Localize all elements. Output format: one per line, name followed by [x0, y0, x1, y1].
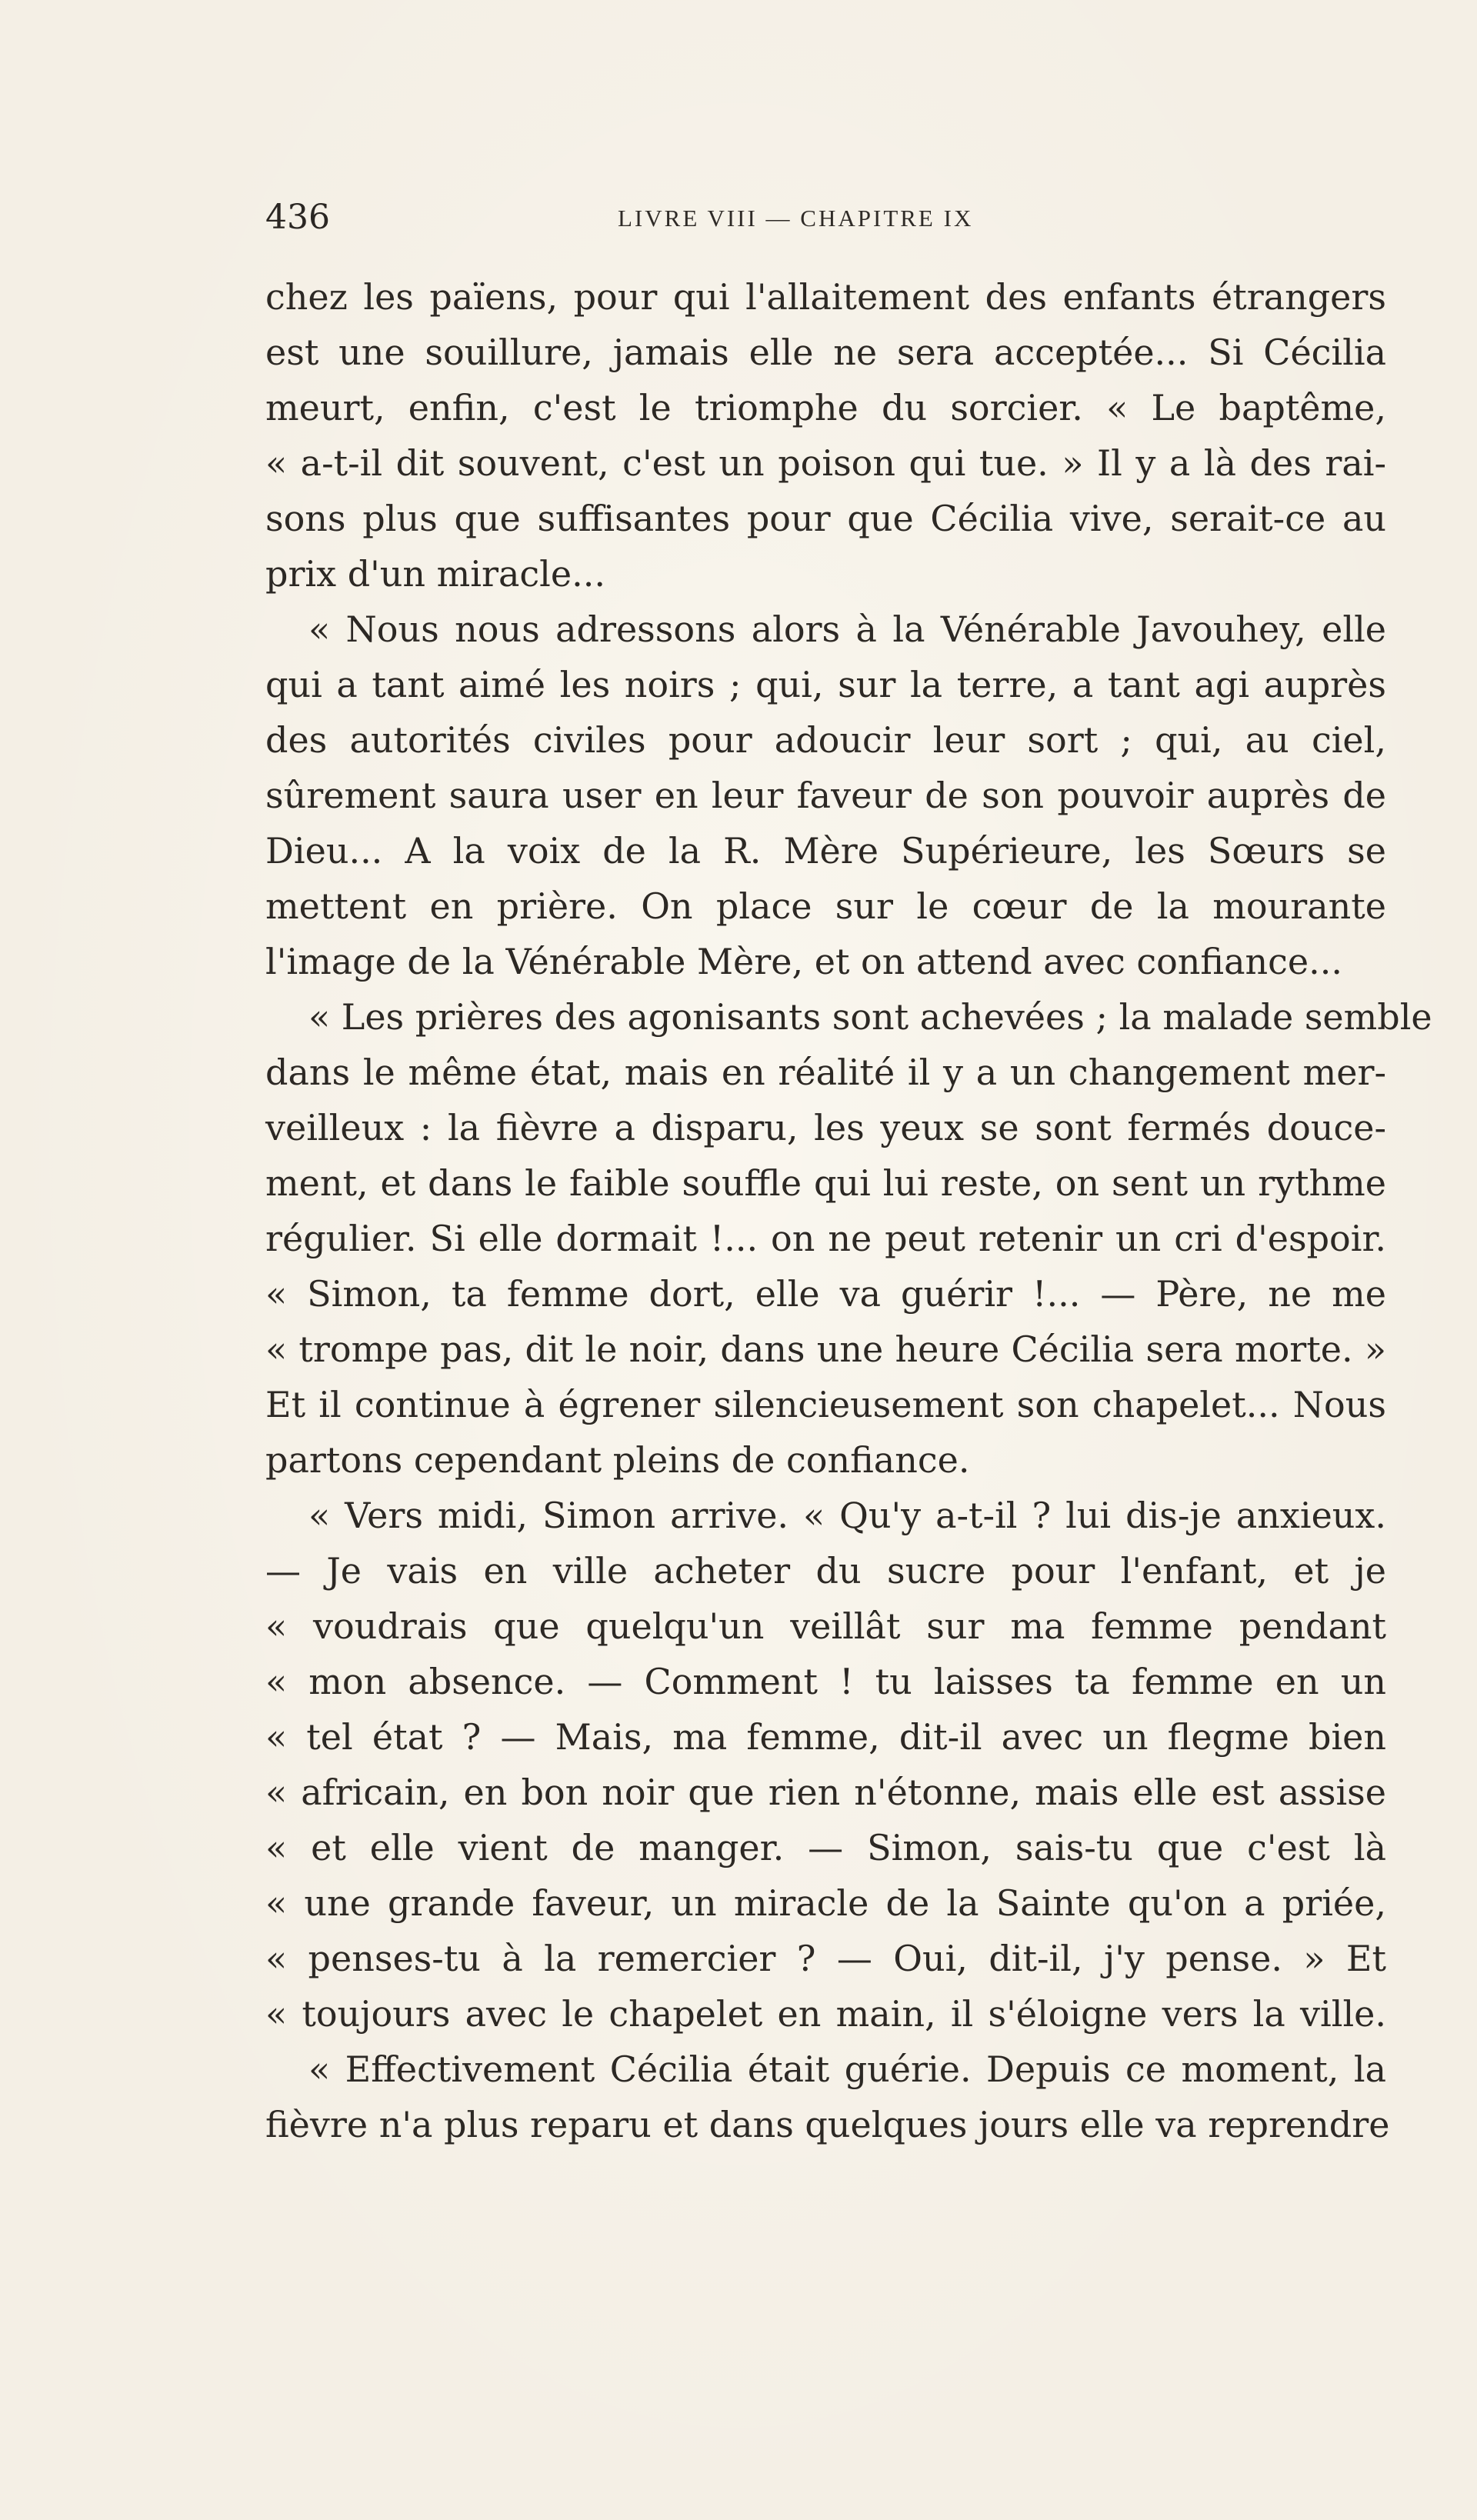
text-line: sûrement saura user en leur faveur de son pouvoir auprès de	[265, 775, 1386, 816]
text-line: l'image de la Vénérable Mère, et on attend avec confiance...	[265, 941, 1342, 982]
text-line: — Je vais en ville acheter du sucre pour l'enfant, et je	[265, 1550, 1386, 1592]
text-line: Dieu... A la voix de la R. Mère Supérieure, les Sœurs se	[265, 830, 1386, 872]
text-line: « tel état ? — Mais, ma femme, dit-il avec un flegme bien	[265, 1716, 1386, 1758]
text-line: ment, et dans le faible souffle qui lui reste, on sent un rythme	[265, 1162, 1386, 1204]
text-line: sons plus que suffisantes pour que Cécilia vive, serait-ce au	[265, 498, 1386, 539]
text-line: Et il continue à égrener silencieusement son chapelet... Nous	[265, 1384, 1386, 1425]
body-text	[265, 269, 1432, 2152]
text-line: veilleux : la fièvre a disparu, les yeux se sont fermés douce-	[265, 1107, 1386, 1148]
text-line: « mon absence. — Comment ! tu laisses ta femme en un	[265, 1661, 1386, 1702]
text-line: mettent en prière. On place sur le cœur de la mourante	[265, 885, 1386, 927]
running-title: LIVRE VIII — CHAPITRE IX	[618, 205, 974, 232]
text-line: prix d'un miracle...	[265, 553, 605, 595]
text-line: « a-t-il dit souvent, c'est un poison qui tue. » Il y a là des rai-	[265, 442, 1386, 484]
page-number: 436	[265, 198, 330, 237]
text-line: « Nous nous adressons alors à la Vénérable Javouhey, elle	[308, 608, 1386, 650]
text-line: dans le même état, mais en réalité il y a un changement mer-	[265, 1052, 1386, 1093]
text-line: des autorités civiles pour adoucir leur sort ; qui, au ciel,	[265, 719, 1386, 761]
text-line: meurt, enfin, c'est le triomphe du sorcier. « Le baptême,	[265, 387, 1386, 428]
text-line: « et elle vient de manger. — Simon, sais-tu que c'est là	[265, 1827, 1386, 1868]
page-header	[265, 191, 1035, 245]
text-line: fièvre n'a plus reparu et dans quelques jours elle va reprendre	[265, 2104, 1390, 2145]
text-line: qui a tant aimé les noirs ; qui, sur la terre, a tant agi auprès	[265, 664, 1386, 705]
text-line: partons cependant pleins de confiance.	[265, 1439, 970, 1481]
text-line: chez les païens, pour qui l'allaitement des enfants étrangers	[265, 276, 1386, 318]
text-line: régulier. Si elle dormait !... on ne peut retenir un cri d'espoir.	[265, 1218, 1386, 1259]
text-line: « Vers midi, Simon arrive. « Qu'y a-t-il ? lui dis-je anxieux.	[308, 1495, 1386, 1536]
text-line: « voudrais que quelqu'un veillât sur ma femme pendant	[265, 1605, 1386, 1647]
text-line: « toujours avec le chapelet en main, il s'éloigne vers la ville.	[265, 1993, 1386, 2035]
text-line: « penses-tu à la remercier ? — Oui, dit-il, j'y pense. » Et	[265, 1938, 1386, 1979]
text-line: est une souillure, jamais elle ne sera acceptée... Si Cécilia	[265, 332, 1386, 373]
text-line: « africain, en bon noir que rien n'étonne, mais elle est assise	[265, 1772, 1386, 1813]
text-line: « Effectivement Cécilia était guérie. Depuis ce moment, la	[308, 2048, 1386, 2090]
text-line: « Simon, ta femme dort, elle va guérir !... — Père, ne me	[265, 1273, 1386, 1315]
text-line: « trompe pas, dit le noir, dans une heure Cécilia sera morte. »	[265, 1328, 1386, 1370]
text-line: « une grande faveur, un miracle de la Sainte qu'on a priée,	[265, 1882, 1386, 1924]
text-line: « Les prières des agonisants sont achevées ; la malade semble	[308, 996, 1432, 1038]
